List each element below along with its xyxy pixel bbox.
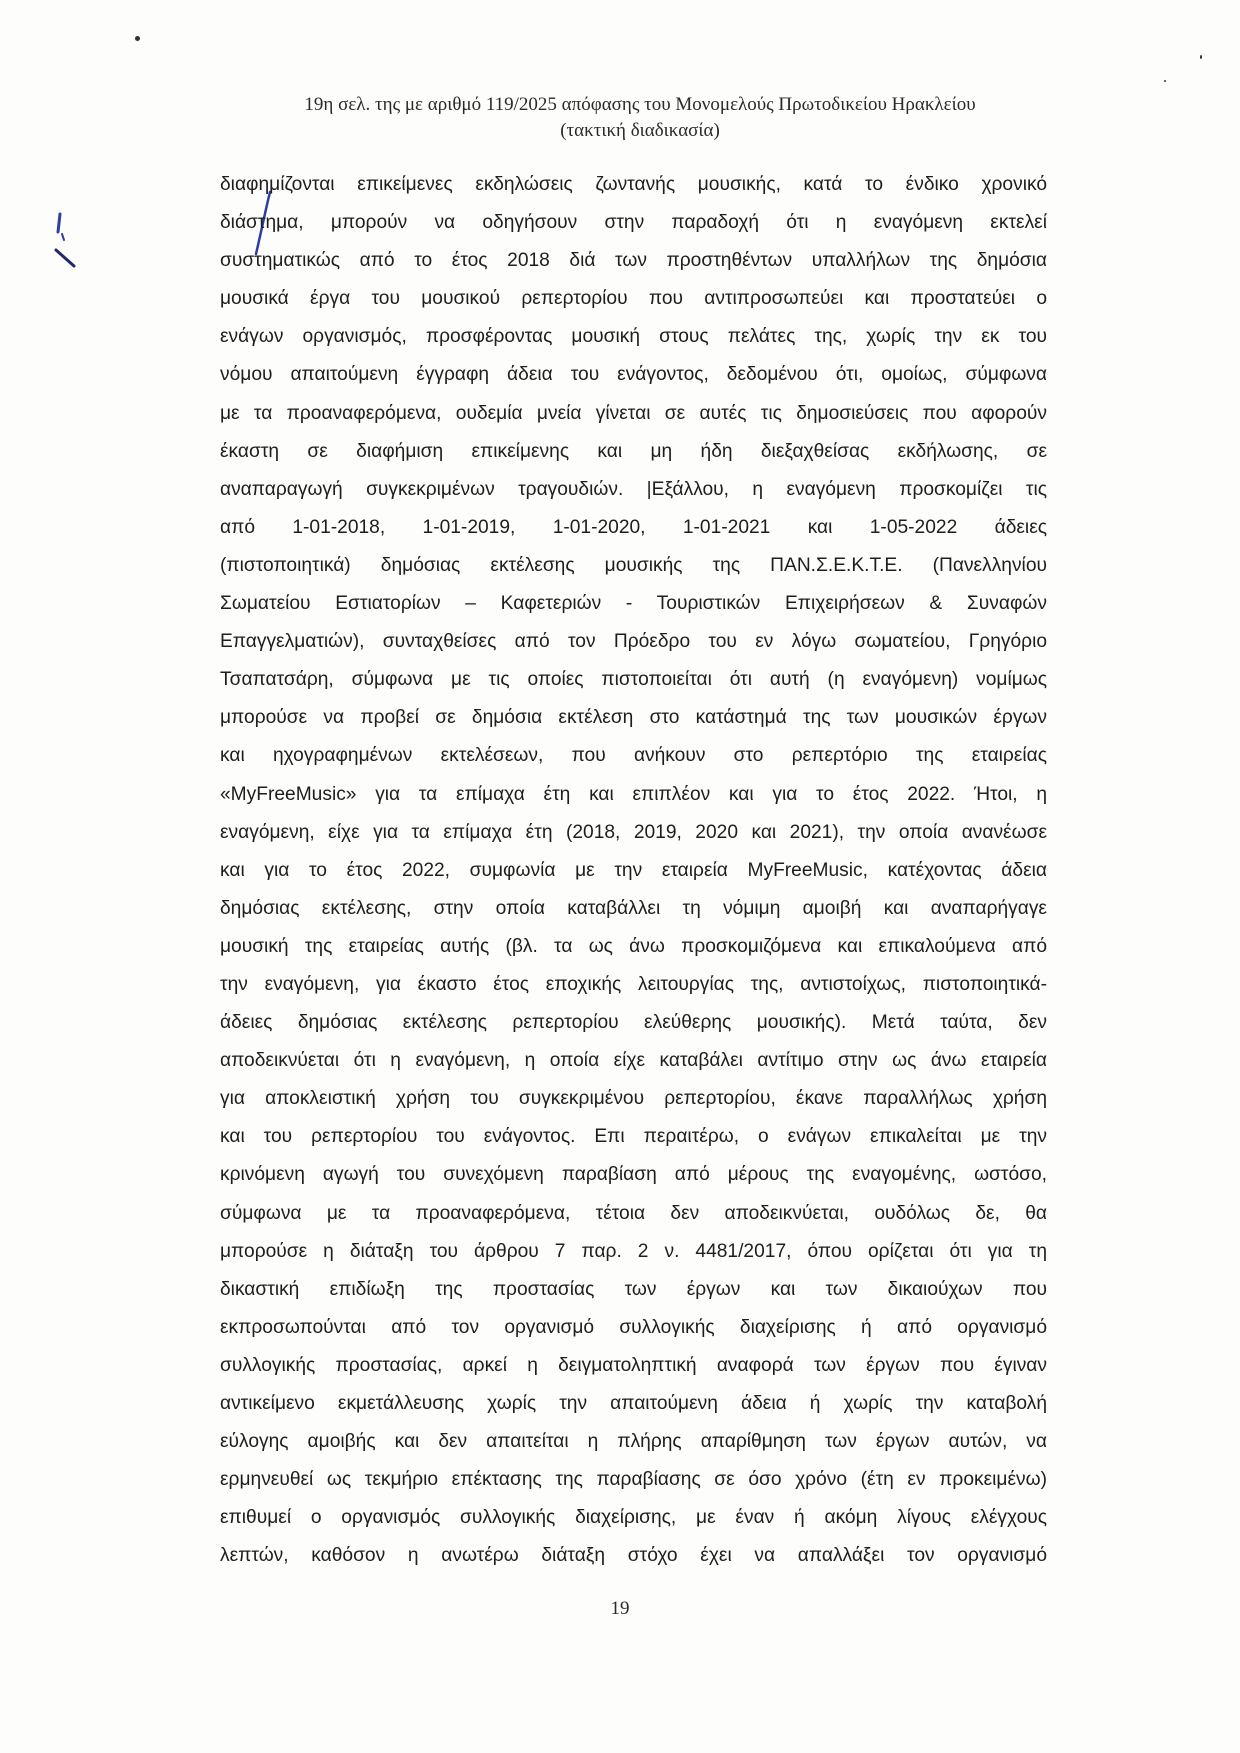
text-line: Τσαπατσάρη, σύμφωνα με τις οποίες πιστοποιείται ότι αυτή (η εναγόμενη) νομίμως: [220, 669, 1047, 691]
text-line: αναπαραγωγή συγκεκριμένων τραγουδιών. |Εξάλλου, η εναγόμενη προσκομίζει τις: [220, 478, 1047, 500]
text-line: διαφημίζονται επικείμενες εκδηλώσεις ζωντανής μουσικής, κατά το ένδικο χρονικό: [220, 174, 1047, 195]
text-line: μπορούσε να προβεί σε δημόσια εκτέλεση στο κατάστημά της των μουσικών έργων: [220, 707, 1047, 729]
scan-speck: [1200, 55, 1202, 59]
pen-margin-mark: [52, 210, 78, 270]
text-line: εναγόμενη, είχε για τα επίμαχα έτη (2018, 2019, 2020 και 2021), την οποία ανανέωσε: [220, 821, 1047, 843]
text-line: και ηχογραφημένων εκτελέσεων, που ανήκουν στο ρεπερτόριο της εταιρείας: [220, 745, 1047, 767]
text-line: εύλογης αμοιβής και δεν απαιτείται η πλήρης απαρίθμηση των έργων αυτών, να: [220, 1431, 1047, 1453]
text-line: μουσική της εταιρείας αυτής (βλ. τα ως άνω προσκομιζόμενα και επικαλούμενα από: [220, 935, 1047, 957]
text-line: και για το έτος 2022, συμφωνία με την εταιρεία MyFreeMusic, κατέχοντας άδεια: [220, 859, 1047, 881]
text-line: συστηματικώς από το έτος 2018 διά των προστηθέντων υπαλλήλων της δημόσια: [220, 250, 1047, 272]
page-header: [240, 92, 1040, 144]
text-line: συλλογικής προστασίας, αρκεί η δειγματοληπτική αναφορά των έργων που έγιναν: [220, 1354, 1047, 1376]
text-line: εκπροσωπούνται από τον οργανισμό συλλογικής διαχείρισης ή από οργανισμό: [220, 1316, 1047, 1338]
judgment-text: [220, 166, 1047, 1575]
text-line: με τα προαναφερόμενα, ουδεμία μνεία γίνεται σε αυτές τις δημοσιεύσεις που αφορούν: [220, 402, 1047, 424]
text-line: μουσικά έργα του μουσικού ρεπερτορίου που αντιπροσωπεύει και προστατεύει ο: [220, 288, 1047, 310]
text-line: Επαγγελματιών), συνταχθείσες από τον Πρόεδρο του εν λόγω σωματείου, Γρηγόριο: [220, 631, 1047, 653]
text-line: αποδεικνύεται ότι η εναγόμενη, η οποία είχε καταβάλει αντίτιμο στην ως άνω εταιρεία: [220, 1050, 1047, 1072]
text-line: για αποκλειστική χρήση του συγκεκριμένου ρεπερτορίου, έκανε παραλλήλως χρήση: [220, 1088, 1047, 1110]
text-line: κρινόμενη αγωγή του συνεχόμενη παραβίαση από μέρους της εναγομένης, ωστόσο,: [220, 1164, 1047, 1186]
text-line: δημόσιας εκτέλεσης, στην οποία καταβάλλει τη νόμιμη αμοιβή και αναπαρήγαγε: [220, 897, 1047, 919]
text-line: και του ρεπερτορίου του ενάγοντος. Επι περαιτέρω, ο ενάγων επικαλείται με την: [220, 1126, 1047, 1148]
text-line: νόμου απαιτούμενη έγγραφη άδεια του ενάγοντος, δεδομένου ότι, ομοίως, σύμφωνα: [220, 364, 1047, 386]
text-line: άδειες δημόσιας εκτέλεσης ρεπερτορίου ελεύθερης μουσικής). Μετά ταύτα, δεν: [220, 1012, 1047, 1034]
text-line: σύμφωνα με τα προαναφερόμενα, τέτοια δεν αποδεικνύεται, ουδόλως δε, θα: [220, 1202, 1047, 1224]
text-line: ενάγων οργανισμός, προσφέροντας μουσική στους πελάτες της, χωρίς την εκ του: [220, 326, 1047, 348]
header-procedure-type: (τακτική διαδικασία): [560, 120, 720, 141]
text-line: Σωματείου Εστιατορίων – Καφετεριών - Τουριστικών Επιχειρήσεων & Συναφών: [220, 593, 1047, 615]
text-line: «MyFreeMusic» για τα επίμαχα έτη και επιπλέον και για το έτος 2022. Ήτοι, η: [220, 783, 1047, 805]
text-line: διάστημα, μπορούν να οδηγήσουν στην παραδοχή ότι η εναγόμενη εκτελεί: [220, 212, 1047, 234]
text-line: αντικείμενο εκμετάλλευσης χωρίς την απαιτούμενη άδεια ή χωρίς την καταβολή: [220, 1393, 1047, 1414]
text-line: μπορούσε η διάταξη του άρθρου 7 παρ. 2 ν. 4481/2017, όπου ορίζεται ότι για τη: [220, 1240, 1047, 1262]
page-number: 19: [610, 1598, 630, 1619]
text-line: (πιστοποιητικά) δημόσιας εκτέλεσης μουσικής της ΠΑΝ.Σ.Ε.Κ.Τ.Ε. (Πανελληνίου: [220, 554, 1047, 576]
text-line: επιθυμεί ο οργανισμός συλλογικής διαχείρισης, με έναν ή ακόμη λίγους ελέγχους: [220, 1507, 1047, 1529]
header-case-reference: 19η σελ. της με αριθμό 119/2025 απόφασης του Μονομελούς Πρωτοδικείου Ηρακλείου: [304, 94, 976, 115]
text-line: την εναγόμενη, για έκαστο έτος εποχικής λειτουργίας της, αντιστοίχως, πιστοποιητικά-: [220, 973, 1047, 995]
text-line: λεπτών, καθόσον η ανωτέρω διάταξη στόχο έχει να απαλλάξει τον οργανισμό: [220, 1545, 1047, 1567]
text-line: έκαστη σε διαφήμιση επικείμενης και μη ήδη διεξαχθείσας εκδήλωσης, σε: [220, 440, 1047, 462]
text-line: από 1-01-2018, 1-01-2019, 1-01-2020, 1-01-2021 και 1-05-2022 άδειες: [220, 516, 1047, 538]
scan-speck: [1164, 80, 1166, 82]
scan-speck: [135, 36, 140, 41]
text-line: δικαστική επιδίωξη της προστασίας των έργων και των δικαιούχων που: [220, 1278, 1047, 1300]
text-line: ερμηνευθεί ως τεκμήριο επέκτασης της παραβίασης σε όσο χρόνο (έτη εν προκειμένω): [220, 1469, 1047, 1491]
